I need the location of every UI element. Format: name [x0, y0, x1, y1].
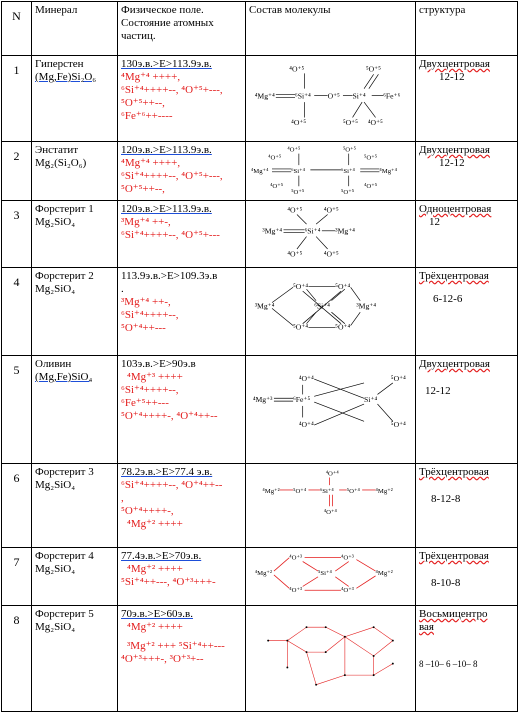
atom-state: ³Mg⁺⁴ ++-, — [121, 216, 171, 228]
structure-cell — [416, 606, 518, 712]
mineral-formula: Mg₂SiO₄ — [35, 621, 76, 633]
row-number: 3 — [2, 201, 32, 268]
atom-label: ⁴O⁺⁵ — [323, 249, 339, 259]
atom-state: ⁵O⁺⁵++--, — [121, 183, 165, 195]
atom-label: ⁴Mg⁺³ — [252, 395, 273, 405]
structure-name-continued: вая — [419, 621, 434, 633]
atom-label: ⁴O⁺⁵ — [287, 205, 303, 215]
structure-name: Двухцентровая — [419, 358, 490, 370]
mineral-formula: (Mg,Fe)SiO₄ — [35, 371, 93, 383]
structure-name: Одноцентровая — [419, 203, 492, 215]
atom-state: ⁵O⁺⁴++++-, — [121, 505, 174, 517]
mineral-name: Оливин — [35, 358, 72, 370]
atom-label: ⁴O⁺³ — [341, 554, 354, 562]
atom-label: ⁴Mg⁺² — [262, 487, 280, 495]
atom-label: ⁴O⁺⁵ — [287, 146, 301, 154]
atom-label: ³Mg⁺⁴ — [262, 226, 283, 236]
field-range: 77.4э.в.>E>70э.в. — [121, 550, 202, 562]
header-structure: структура — [416, 2, 518, 56]
table-row — [2, 268, 518, 356]
structure-name: Трёхцентровая — [419, 550, 489, 562]
atom-label: ⁵O⁺⁴ — [335, 322, 351, 332]
mineral-cell — [32, 356, 118, 464]
molecule-diagram — [249, 144, 412, 197]
atom-label: ⁴O⁺⁴ — [298, 374, 314, 384]
mineral-cell — [32, 56, 118, 142]
mineral-formula: Mg₂SiO₄ — [35, 283, 76, 295]
atom-state: ⁶Fe⁺⁵++--- — [121, 397, 169, 409]
atom-label: ⁵O⁺⁴ — [390, 420, 406, 430]
field-range: 70э.в.>E>60э.в. — [121, 608, 193, 620]
atom-state: ⁶Si⁺⁴++++--, ⁴O⁺⁵+---, — [121, 170, 223, 182]
molecule-cell — [246, 606, 416, 712]
field-range: 120э.в.>E>113.9э.в. — [121, 144, 212, 156]
atom-label: ⁶Si⁺⁴ — [341, 167, 355, 175]
minerals-table — [1, 1, 518, 712]
mineral-cell — [32, 548, 118, 606]
atom-label: ⁴O⁺⁵ — [291, 118, 307, 128]
atom-label: ⁵O⁺⁴ — [293, 322, 309, 332]
atom-label: ⁴O⁺⁴ — [323, 508, 337, 516]
molecule-cell — [246, 201, 416, 268]
atom-state: . — [121, 283, 124, 295]
header-molecule: Состав молекулы — [246, 2, 416, 56]
atom-label: ⁴Mg⁺² — [254, 569, 272, 577]
molecule-cell — [246, 356, 416, 464]
atom-label: ⁴O⁺⁵ — [289, 64, 305, 74]
atom-label: ⁴O⁺⁵ — [367, 118, 383, 128]
atom-state: ⁴Mg⁺⁴ ++++, — [121, 71, 181, 83]
atom-label: ⁴O⁺³ — [289, 587, 303, 595]
atom-label: ⁵O⁺⁴ — [293, 487, 307, 495]
atom-state: ⁴Mg⁺² ++++ — [127, 563, 183, 575]
structure-name: Трёхцентровая — [419, 270, 489, 282]
atom-state: ⁵Si⁺⁴++---, ⁴O⁺³+++- — [121, 576, 216, 588]
mineral-formula: Mg₂SiO₄ — [35, 563, 76, 575]
header-n: N — [2, 2, 32, 56]
atom-label: ⁵O⁺⁵ — [342, 118, 358, 128]
structure-code: 12-12 — [439, 71, 465, 83]
field-cell — [118, 56, 246, 142]
atom-label: ⁶Si⁺⁴ — [319, 487, 334, 495]
atom-state: ⁴Mg⁺² ++++ — [127, 621, 183, 633]
atom-label: ⁴Mg⁺² — [375, 569, 393, 577]
structure-name: Двухцентровая — [419, 58, 490, 70]
atom-state: ³Mg⁺² +++ ⁵Si⁺⁴++--- — [127, 640, 225, 652]
mineral-cell — [32, 268, 118, 356]
atom-label: ³Mg⁺⁴ — [335, 226, 355, 236]
atom-label: ⁵O⁺⁵ — [341, 188, 355, 196]
atom-label: ⁴Mg⁺² — [375, 487, 393, 495]
atom-label: ⁴O⁺⁵ — [287, 249, 303, 259]
structure-cell — [416, 548, 518, 606]
table-row — [2, 56, 518, 142]
structure-cell — [416, 56, 518, 142]
molecule-cell — [246, 142, 416, 201]
mineral-formula: Mg₂SiO₄ — [35, 216, 76, 228]
molecule-cell — [246, 56, 416, 142]
atom-state: ⁶Fe⁺⁶++---- — [121, 110, 173, 122]
molecule-cell — [246, 464, 416, 548]
field-cell — [118, 464, 246, 548]
mineral-cell — [32, 201, 118, 268]
row-number: 5 — [2, 356, 32, 464]
atom-label: ⁶Si⁺⁴ — [304, 226, 321, 236]
table-row — [2, 356, 518, 464]
header-field: Физическое поле. Состояние атомных частиц. — [118, 2, 246, 56]
mineral-name: Энстатит — [35, 144, 79, 156]
row-number: 6 — [2, 464, 32, 548]
row-number: 7 — [2, 548, 32, 606]
row-number: 2 — [2, 142, 32, 201]
mineral-cell — [32, 606, 118, 712]
atom-label: ⁶Si⁺⁴ — [314, 301, 330, 311]
molecule-diagram — [249, 270, 412, 347]
atom-state: ⁶Si⁺⁴++++--, ⁴O⁺⁵+--- — [121, 229, 220, 241]
atom-label: ⁶Si⁺⁴ — [295, 91, 311, 101]
structure-code: 12-12 — [439, 157, 465, 169]
atom-label: ⁵O⁺⁴ — [293, 282, 309, 292]
atom-label: ³Mg⁺⁴ — [356, 301, 377, 311]
atom-state: ⁴O⁺³+++-, ³O⁺³+-- — [121, 653, 204, 665]
atom-state: ⁴Mg⁺⁴ ++++, — [121, 157, 181, 169]
atom-label: O⁺⁵ — [327, 91, 340, 101]
atom-label: ⁵O⁺⁵ — [291, 188, 305, 196]
table-row — [2, 606, 518, 712]
atom-label: ⁵O⁺⁴ — [335, 282, 351, 292]
atom-state: ⁶Si⁺⁴++++--, — [121, 384, 179, 396]
atom-label: ⁵Si⁺⁴ — [318, 569, 332, 577]
table-row — [2, 548, 518, 606]
atom-state: ⁶Si⁺⁴++++--, — [121, 309, 179, 321]
atom-label: ⁴O⁺⁵ — [268, 154, 282, 162]
field-cell — [118, 201, 246, 268]
header-row — [2, 2, 518, 56]
atom-label: ⁴O⁺⁵ — [270, 183, 284, 191]
mineral-name: Форстерит 1 — [35, 203, 94, 215]
structure-code: 8-10-8 — [431, 577, 461, 589]
atom-state: ⁴Mg⁺² ++++ — [127, 518, 183, 530]
header-mineral: Минерал — [32, 2, 118, 56]
molecule-diagram — [249, 358, 412, 454]
atom-label: ⁶Si⁺⁴ — [291, 167, 306, 175]
atom-label: ⁴O⁺⁴ — [298, 420, 314, 430]
atom-label: ⁵O⁺⁵ — [342, 146, 357, 154]
field-range: 113.9э.в.>E>109.3э.в — [121, 270, 218, 282]
structure-name: Восьмицентро — [419, 608, 488, 620]
atom-label: ⁴Mg⁺⁴ — [254, 91, 275, 101]
molecule-diagram — [249, 608, 412, 704]
atom-label: Si⁺⁴ — [364, 395, 378, 405]
table-row — [2, 464, 518, 548]
field-cell — [118, 356, 246, 464]
atom-state: ³Mg⁺⁴ ++-, — [121, 296, 171, 308]
atom-label: ⁴O⁺⁵ — [323, 205, 339, 215]
atom-label: ⁴O⁺³ — [289, 554, 303, 562]
molecule-diagram — [249, 466, 412, 541]
atom-label: ⁴Mg⁺⁴ — [250, 167, 269, 175]
atom-state: , — [121, 492, 124, 504]
structure-code: 8-12-8 — [431, 493, 461, 505]
field-range: 120э.в.>E>113.9э.в. — [121, 203, 212, 215]
atom-label: ⁵O⁺⁴ — [346, 487, 360, 495]
molecule-diagram — [249, 203, 412, 262]
atom-state: ⁵O⁺⁵++--, — [121, 97, 165, 109]
field-cell — [118, 548, 246, 606]
table-row — [2, 142, 518, 201]
mineral-cell — [32, 464, 118, 548]
atom-label: ⁴O⁺⁵ — [364, 183, 378, 191]
molecule-diagram — [249, 58, 412, 135]
atom-label: ⁶Fe⁺⁵ — [293, 395, 311, 405]
field-range: 103э.в.>E>90э.в — [121, 358, 196, 370]
molecule-cell — [246, 548, 416, 606]
mineral-name: Форстерит 4 — [35, 550, 94, 562]
atom-label: ⁵O⁺⁵ — [364, 154, 378, 162]
mineral-formula: Mg₂(Si₂O₆) — [35, 157, 87, 169]
molecule-cell — [246, 268, 416, 356]
field-cell — [118, 142, 246, 201]
row-number: 4 — [2, 268, 32, 356]
atom-state: ⁶Si⁺⁴++++--, ⁴O⁺⁵+---, — [121, 84, 223, 96]
structure-cell — [416, 268, 518, 356]
atom-label: ⁴O⁺³ — [341, 587, 354, 595]
atom-label: ⁶Fe⁺⁶ — [383, 91, 401, 101]
atom-label: ⁴Mg⁺⁴ — [379, 167, 397, 175]
structure-name: Трёхцентровая — [419, 466, 489, 478]
mineral-formula: Mg₂SiO₄ — [35, 479, 76, 491]
atom-label: ³Mg⁺⁴ — [254, 301, 275, 311]
atom-label: ⁴O⁺⁴ — [325, 470, 339, 478]
structure-code: 12-12 — [425, 385, 451, 397]
field-range: 78.2э.в.>E>77.4 э.в. — [121, 466, 213, 478]
structure-cell — [416, 464, 518, 548]
mineral-cell — [32, 142, 118, 201]
molecule-diagram — [249, 550, 412, 602]
mineral-formula: (Mg,Fe)Si₂O₆ — [35, 71, 97, 83]
atom-state: ⁵O⁺⁴++++-, ⁴O⁺⁴++-- — [121, 410, 218, 422]
structure-name: Двухцентровая — [419, 144, 490, 156]
field-cell — [118, 606, 246, 712]
atom-label: ⁵O⁺⁴ — [390, 374, 406, 384]
row-number: 1 — [2, 56, 32, 142]
atom-state: ⁴Mg⁺³ ++++ — [127, 371, 183, 383]
table-row — [2, 201, 518, 268]
atom-label: Si⁺⁴ — [352, 91, 366, 101]
mineral-name: Форстерит 3 — [35, 466, 94, 478]
structure-code: 8 –10– 6 –10– 8 — [419, 659, 478, 669]
field-cell — [118, 268, 246, 356]
atom-label: ⁵O⁺⁵ — [365, 64, 381, 74]
row-number: 8 — [2, 606, 32, 712]
structure-code: 12 — [429, 216, 440, 228]
structure-cell — [416, 356, 518, 464]
atom-state: ⁶Si⁺⁴++++--, ⁴O⁺⁴++-- — [121, 479, 223, 491]
field-range: 130э.в.>E>113.9э.в. — [121, 58, 212, 70]
mineral-name: Форстерит 5 — [35, 608, 94, 620]
mineral-name: Форстерит 2 — [35, 270, 94, 282]
mineral-name: Гиперстен — [35, 58, 84, 70]
structure-cell — [416, 142, 518, 201]
structure-cell — [416, 201, 518, 268]
structure-code: 6-12-6 — [433, 293, 463, 305]
atom-state: ⁵O⁺⁴++--- — [121, 322, 166, 334]
